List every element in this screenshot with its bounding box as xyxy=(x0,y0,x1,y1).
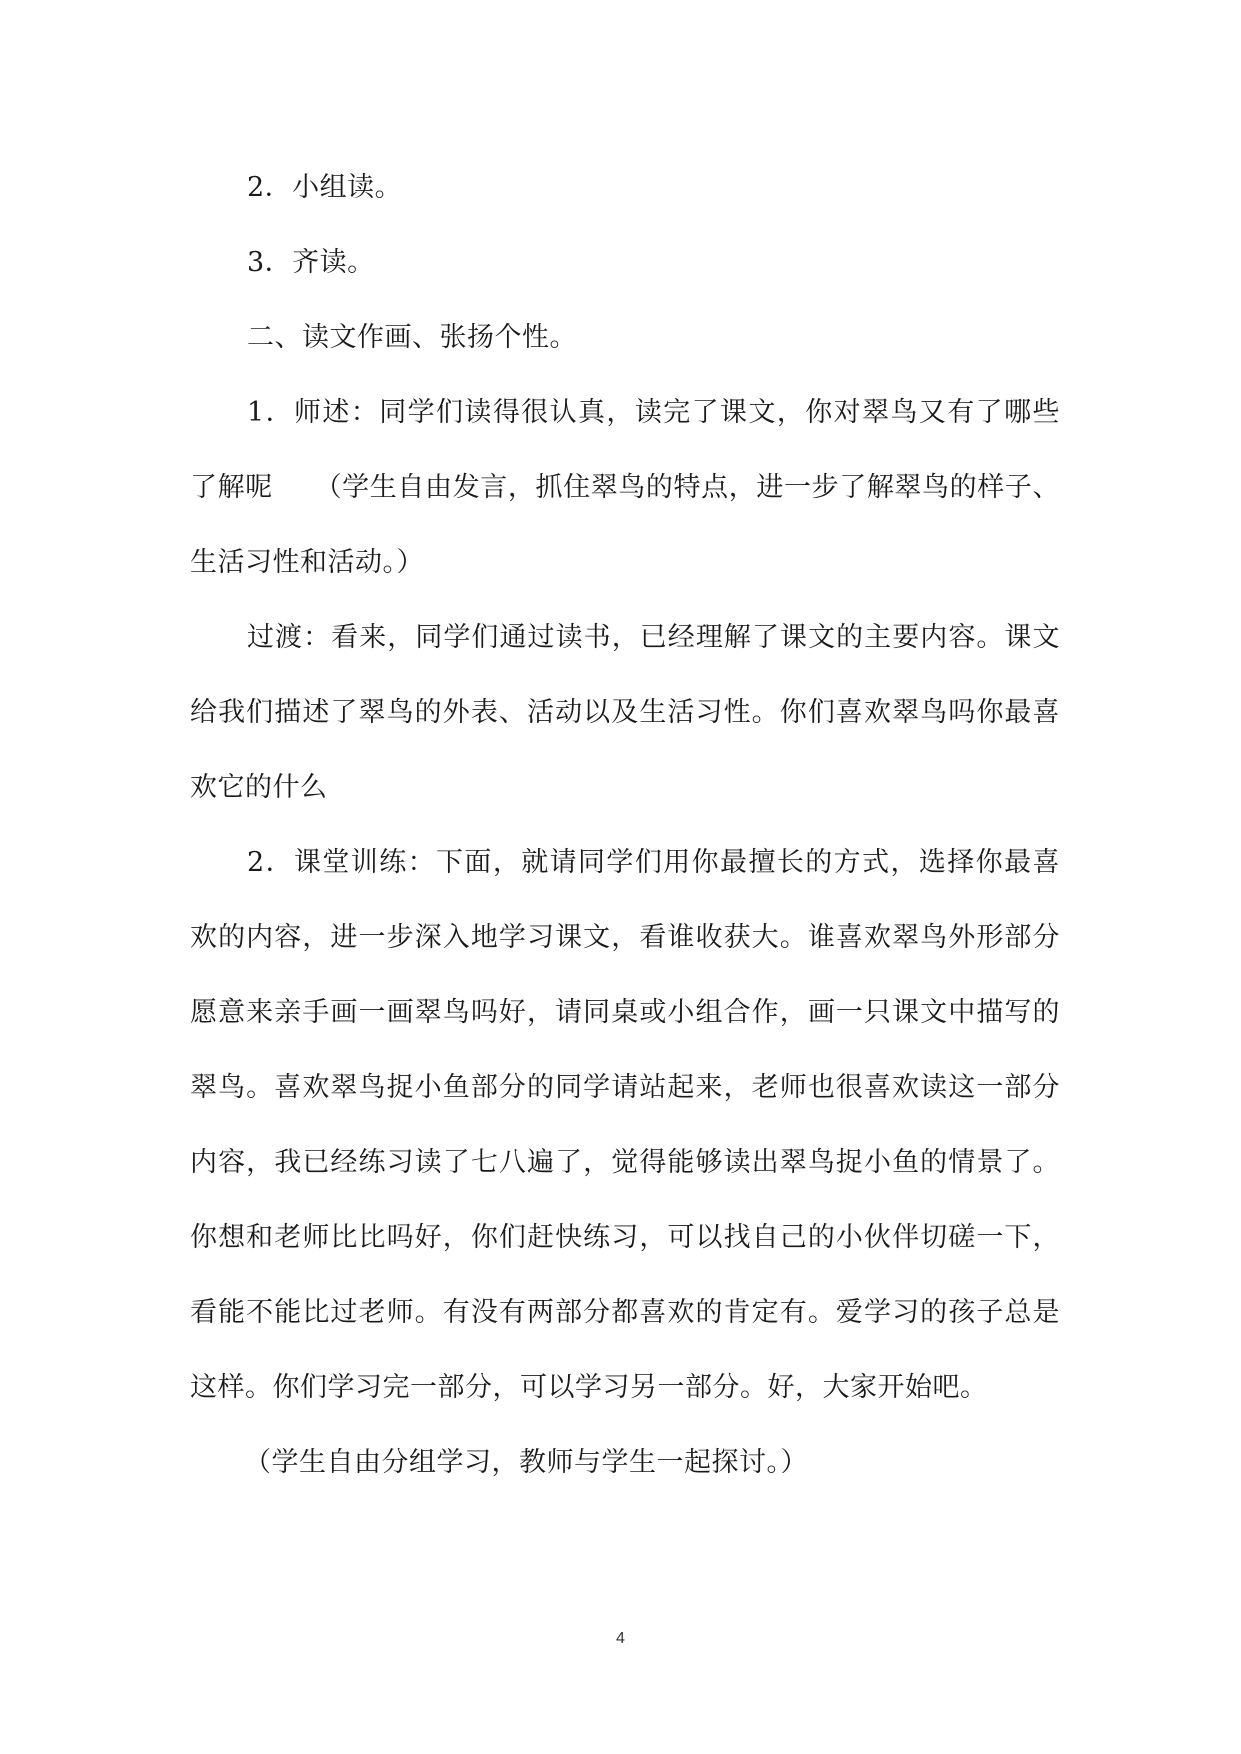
paragraph-transition: 过渡：看来，同学们通过读书，已经理解了课文的主要内容。课文给我们描述了翠鸟的外表、活动以及生活习性。你们喜欢翠鸟吗你最喜欢它的什么 xyxy=(190,622,1060,803)
paragraph-unison-reading: 3．齐读。 xyxy=(247,247,375,278)
paragraph-group-reading: 2．小组读。 xyxy=(247,172,403,203)
paragraph-group-study-note: （学生自由分组学习，教师与学生一起探讨。） xyxy=(244,1447,808,1478)
paragraph-classroom-training: 2．课堂训练：下面，就请同学们用你最擅长的方式，选择你最喜欢的内容，进一步深入地学习课文，看谁收获大。谁喜欢翠鸟外形部分愿意来亲手画一画翠鸟吗好，请同桌或小组合作，画一只课文中描写的翠鸟。喜欢翠鸟捉小鱼部分的同学请站起来，老师也很喜欢读这一部分内容，我已经练习读了七八遍了，觉得能够读出翠鸟捉小鱼的情景了。你想和老师比比吗好，你们赶快练习，可以找自己的小伙伴切磋一下，看能不能比过老师。有没有两部分都喜欢的肯定有。爱学习的孩子总是这样。你们学习完一部分，可以学习另一部分。好，大家开始吧。 xyxy=(190,847,1060,1403)
body-text xyxy=(190,150,1060,1500)
section-heading-read-and-draw: 二、读文作画、张扬个性。 xyxy=(247,322,577,353)
paragraph-teacher-remarks: 1．师述：同学们读得很认真，读完了课文，你对翠鸟又有了哪些了解呢 （学生自由发言，抓住翠鸟的特点，进一步了解翠鸟的样子、生活习性和活动。） xyxy=(190,397,1060,578)
page-number: 4 xyxy=(616,1630,625,1647)
